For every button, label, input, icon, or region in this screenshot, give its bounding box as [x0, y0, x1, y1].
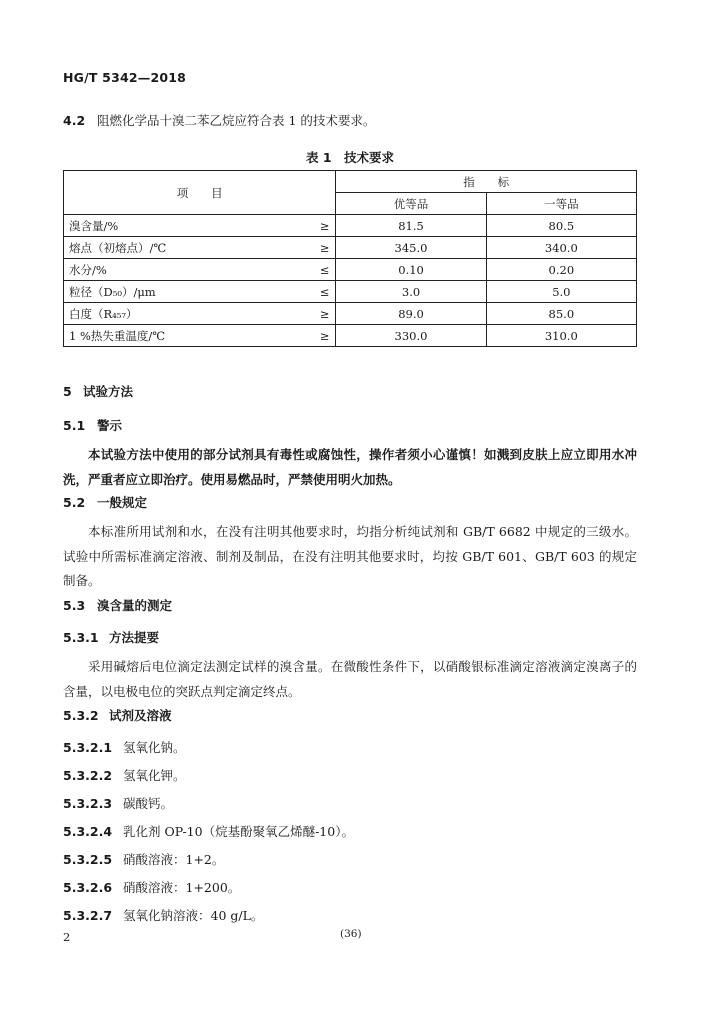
header-first-grade: 一等品: [486, 193, 636, 215]
clause-title: 溴含量的测定: [97, 598, 173, 613]
clause-number: 5.3.1: [63, 630, 99, 645]
reagent-number: 5.3.2.5: [63, 852, 113, 867]
reagent-text: 氢氧化钾。: [123, 768, 186, 783]
row-name: 粒径（D₅₀）/μm: [64, 281, 297, 303]
reagent-number: 5.3.2.1: [63, 740, 113, 755]
row-symbol: ≥: [296, 237, 336, 259]
clause-number: 5.3: [63, 598, 86, 613]
reagent-number: 5.3.2.3: [63, 796, 113, 811]
row-premium: 0.10: [336, 259, 486, 281]
row-name: 白度（R₄₅₇）: [64, 303, 297, 325]
clause-title: 警示: [97, 418, 123, 433]
reagent-item: [63, 824, 354, 840]
header-premium: 优等品: [336, 193, 486, 215]
header-index: 指 标: [336, 171, 637, 193]
row-premium: 81.5: [336, 215, 486, 237]
page-number: 2: [63, 930, 71, 944]
clause-title: 一般规定: [97, 495, 148, 510]
table-row: [64, 303, 637, 325]
row-first-grade: 5.0: [486, 281, 636, 303]
row-first-grade: 80.5: [486, 215, 636, 237]
row-premium: 3.0: [336, 281, 486, 303]
header-item: 项 目: [64, 171, 336, 215]
section-5-heading: [63, 384, 133, 400]
section-title: 试验方法: [83, 384, 134, 399]
method-summary-paragraph: 采用碱熔后电位滴定法测定试样的溴含量。在微酸性条件下，以硝酸银标准滴定溶液滴定溴离子的含量，以电极电位的突跃点判定滴定终点。: [63, 659, 637, 699]
row-name: 1 %热失重温度/℃: [64, 325, 297, 347]
row-first-grade: 85.0: [486, 303, 636, 325]
reagent-item: [63, 880, 240, 896]
clause-5-1-heading: [63, 418, 122, 434]
general-rules-paragraph: 本标准所用试剂和水，在没有注明其他要求时，均指分析纯试剂和 GB/T 6682 中规定的三级水。试验中所需标准滴定溶液、制剂及制品，在没有注明其他要求时，均按 GB/T 601、GB/T 603 的规定制备。: [63, 524, 637, 588]
row-name: 溴含量/%: [64, 215, 297, 237]
reagent-text: 碳酸钙。: [123, 796, 174, 811]
row-first-grade: 310.0: [486, 325, 636, 347]
row-symbol: ≤: [296, 259, 336, 281]
clause-number: 5.2: [63, 495, 86, 510]
reagent-text: 氢氧化钠溶液：40 g/L。: [123, 908, 264, 923]
reagent-text: 硝酸溶液：1+200。: [123, 880, 241, 895]
reagent-number: 5.3.2.6: [63, 880, 113, 895]
sequence-number: (36): [340, 928, 362, 940]
table-row: [64, 237, 637, 259]
table-row: [64, 281, 637, 303]
clause-5-2-heading: [63, 495, 147, 511]
row-name: 水分/%: [64, 259, 297, 281]
clause-title: 方法提要: [109, 630, 160, 645]
row-premium: 345.0: [336, 237, 486, 259]
clause-5-3-1-heading: [63, 630, 159, 646]
clause-text: 阻燃化学品十溴二苯乙烷应符合表 1 的技术要求。: [97, 113, 376, 128]
reagent-item: [63, 796, 173, 812]
reagent-item: [63, 740, 186, 756]
table-row: [64, 215, 637, 237]
table-header-row: [64, 171, 637, 193]
clause-4-2: [63, 113, 375, 129]
section-number: 5: [63, 384, 72, 399]
reagent-number: 5.3.2.4: [63, 824, 113, 839]
table-row: [64, 325, 637, 347]
clause-number: 5.3.2: [63, 708, 99, 723]
row-first-grade: 340.0: [486, 237, 636, 259]
reagent-item: [63, 908, 263, 924]
clause-5-3-2-heading: [63, 708, 172, 724]
row-first-grade: 0.20: [486, 259, 636, 281]
reagent-number: 5.3.2.2: [63, 768, 113, 783]
spec-table: [63, 170, 637, 347]
reagent-item: [63, 852, 224, 868]
warning-paragraph: 本试验方法中使用的部分试剂具有毒性或腐蚀性，操作者须小心谨慎！如溅到皮肤上应立即用水冲洗，严重者应立即治疗。使用易燃品时，严禁使用明火加热。: [63, 447, 637, 487]
clause-title: 试剂及溶液: [109, 708, 172, 723]
row-premium: 89.0: [336, 303, 486, 325]
reagent-text: 硝酸溶液：1+2。: [123, 852, 225, 867]
row-premium: 330.0: [336, 325, 486, 347]
clause-number: 4.2: [63, 113, 86, 128]
document-code: HG/T 5342—2018: [63, 70, 187, 85]
table-caption: 表 1 技术要求: [305, 150, 395, 165]
row-name: 熔点（初熔点）/℃: [64, 237, 297, 259]
table-row: [64, 259, 637, 281]
clause-5-3-heading: [63, 598, 172, 614]
row-symbol: ≥: [296, 303, 336, 325]
reagent-text: 氢氧化钠。: [123, 740, 186, 755]
row-symbol: ≤: [296, 281, 336, 303]
row-symbol: ≥: [296, 215, 336, 237]
reagent-item: [63, 768, 186, 784]
reagent-number: 5.3.2.7: [63, 908, 113, 923]
row-symbol: ≥: [296, 325, 336, 347]
reagent-text: 乳化剂 OP-10（烷基酚聚氧乙烯醚-10）。: [123, 824, 354, 839]
clause-number: 5.1: [63, 418, 86, 433]
